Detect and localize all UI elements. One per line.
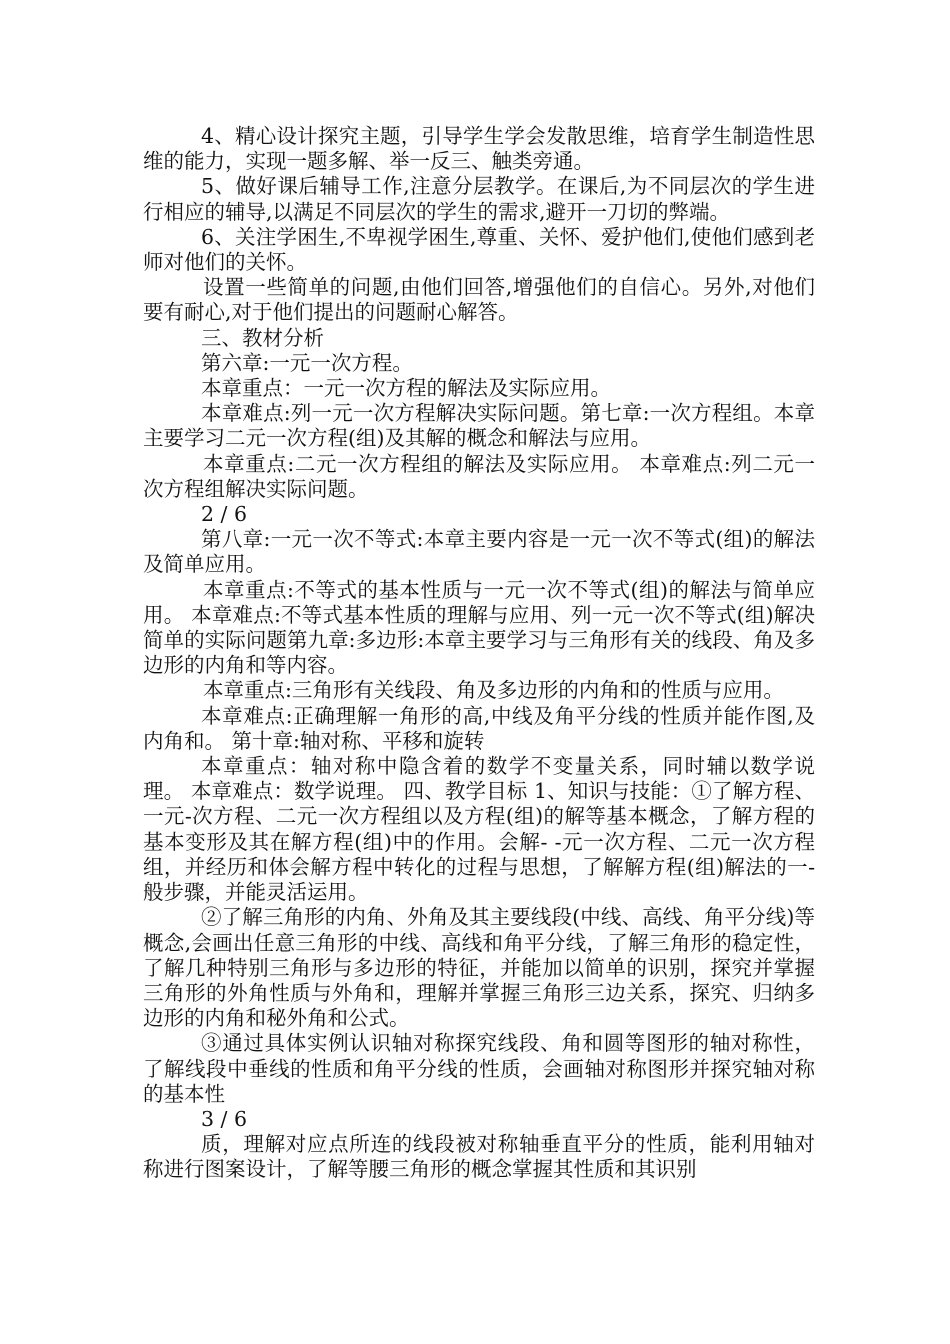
paragraph-simple-questions: 设置一些简单的问题,由他们回答,增强他们的自信心。另外,对他们要有耐心,对于他们提出的问题耐心解答。 — [143, 275, 815, 325]
document-body — [143, 124, 815, 1183]
paragraph-chapter-8-key: 本章重点:不等式的基本性质与一元一次不等式(组)的解法与简单应用。 本章难点:不等式基本性质的理解与应用、列一元一次不等式(组)解决简单的实际问题第九章:多边形:本章主要学习与三角形有关的线段、角及多边形的内角和等内容。 — [143, 577, 815, 678]
paragraph-chapter-9-key: 本章重点:三角形有关线段、角及多边形的内角和的性质与应用。 — [203, 678, 784, 703]
paragraph-chapter-6: 第六章:一元一次方程。 — [201, 350, 413, 375]
paragraph-chapter-9-difficulty: 本章难点:正确理解一角形的高,中线及角平分线的性质并能作图,及内角和。 第十章:轴对称、平移和旋转 — [143, 703, 815, 753]
paragraph-objective-2: ②了解三角形的内角、外角及其主要线段(中线、高线、角平分线)等概念,会画出任意三角形的中线、高线和角平分线，了解三角形的稳定性，了解几种特别三角形与多边形的特征，并能加以简单的识别，探究并掌握三角形的外角性质与外角和，理解并掌握三角形三边关系，探究、归纳多边形的内角和秘外角和公式。 — [143, 905, 815, 1031]
paragraph-teaching-point-5: 5、做好课后辅导工作,注意分层教学。在课后,为不同层次的学生进行相应的辅导,以满足不同层次的学生的需求,避开一刀切的弊端。 — [143, 174, 815, 224]
paragraph-chapter-6-key: 本章重点：一元一次方程的解法及实际应用。 — [201, 376, 611, 401]
paragraph-teaching-point-6: 6、关注学困生,不卑视学困生,尊重、关怀、爱护他们,使他们感到老师对他们的关怀。 — [143, 224, 815, 275]
paragraph-teaching-point-4: 4、精心设计探究主题，引导学生学会发散思维，培育学生制造性思维的能力，实现一题多解、举一反三、触类旁通。 — [143, 124, 815, 174]
paragraph-chapter-6-difficulty: 本章难点:列一元一次方程解决实际问题。第七章:一次方程组。本章主要学习二元一次方程(组)及其解的概念和解法与应用。 — [143, 401, 815, 451]
page-number-marker: 3 / 6 — [201, 1106, 248, 1131]
paragraph-chapter-10-key: 本章重点：轴对称中隐含着的数学不变量关系，同时辅以数学说理。 本章难点：数学说理。 四、教学目标 1、知识与技能：①了解方程、一元-次方程、二元一次方程组以及方程(组)的解等基本概念，了解方程的基本变形及其在解方程(组)中的作用。会解- -元一次方程、二元一次方程组，并经历和体会解方程中转化的过程与思想，了解解方程(组)解法的一-般步骤，并能灵活运用。 — [143, 754, 815, 905]
paragraph-objective-3: ③通过具体实例认识轴对称探究线段、角和圆等图形的轴对称性，了解线段中垂线的性质和角平分线的性质，会画轴对称图形并探究轴对称的基本性 — [143, 1031, 815, 1106]
page-number-marker: 2 / 6 — [201, 502, 248, 527]
paragraph-chapter-8: 第八章:一元一次不等式:本章主要内容是一元一次不等式(组)的解法及简单应用。 — [143, 527, 815, 577]
paragraph-chapter-7-key: 本章重点:二元一次方程组的解法及实际应用。 本章难点:列二元一次方程组解决实际问题。 — [143, 451, 815, 501]
paragraph-objective-3-continued: 质，理解对应点所连的线段被对称轴垂直平分的性质，能利用轴对称进行图案设计，了解等腰三角形的概念掌握其性质和其识别 — [143, 1132, 815, 1182]
section-heading-textbook-analysis: 三、教材分析 — [201, 325, 324, 350]
